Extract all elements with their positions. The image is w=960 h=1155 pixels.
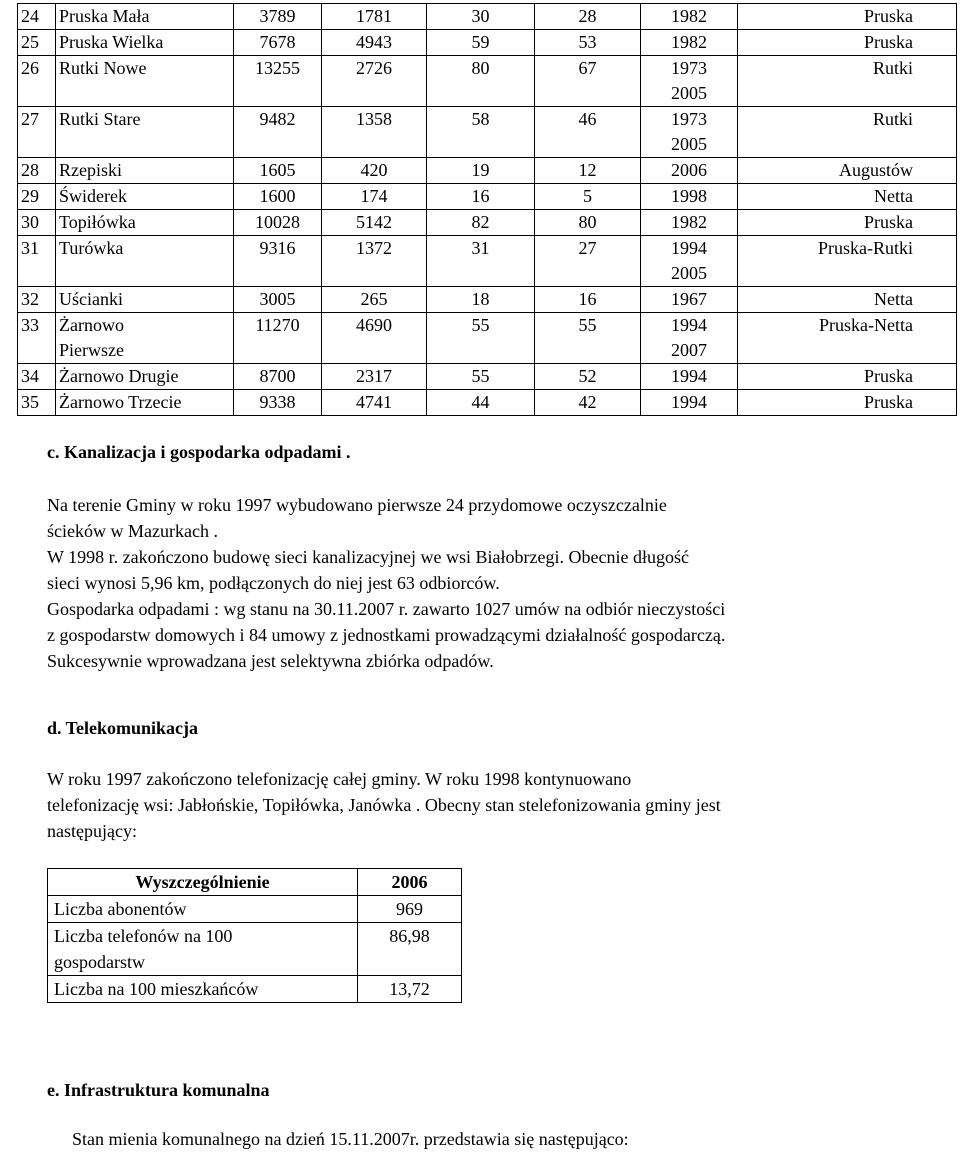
row-number: 34 [18,364,56,390]
institution-cell: Rutki [738,56,957,107]
village-name-line: Rzepiski [59,160,122,180]
institution-cell: Pruska [738,30,957,56]
telecom-label-line: Liczba na 100 mieszkańców [54,979,259,999]
table-row [18,56,957,107]
section-c-line: W 1998 r. zakończono budowę sieci kanalizacyjnej we wsi Białobrzegi. Obecnie długość [47,547,689,567]
year-line: 1973 [671,58,707,78]
village-name-line: Topiłówka [59,212,136,232]
section-c-line: Gospodarka odpadami : wg stanu na 30.11.2007 r. zawarto 1027 umów na odbiór nieczystości [47,599,726,619]
value-cell: 420 [322,158,427,184]
value-cell: 80 [535,210,641,236]
section-c-line: ścieków w Mazurkach . [47,521,218,541]
value-cell: 16 [427,184,535,210]
telecom-row-value: 969 [358,896,462,923]
village-name-line: Pierwsze [59,340,124,360]
row-number: 31 [18,236,56,287]
year-line: 1994 [671,366,707,386]
village-name [56,313,234,364]
village-name [56,30,234,56]
telecom-row-value: 13,72 [358,976,462,1003]
section-d-line: W roku 1997 zakończono telefonizację całej gminy. W roku 1998 kontynuowano [47,769,632,789]
year-line: 2005 [671,263,707,283]
table-row [48,923,462,976]
table-row [18,158,957,184]
year-line: 1982 [671,6,707,26]
telecom-label-line: gospodarstw [54,952,145,972]
value-cell: 265 [322,287,427,313]
telecom-table-body [48,896,462,1003]
year-cell [641,56,738,107]
village-name-line: Pruska Mała [59,6,150,26]
telecom-header-year: 2006 [358,869,462,896]
row-number: 29 [18,184,56,210]
institution-cell: Pruska-Rutki [738,236,957,287]
table-row [18,313,957,364]
value-cell: 30 [427,4,535,30]
table-row [18,4,957,30]
value-cell: 1358 [322,107,427,158]
institution-cell: Rutki [738,107,957,158]
year-line: 1994 [671,238,707,258]
row-number: 24 [18,4,56,30]
section-c-line: Na terenie Gminy w roku 1997 wybudowano pierwsze 24 przydomowe oczyszczalnie [47,495,667,515]
village-name-line: Świderek [59,186,127,206]
row-number: 32 [18,287,56,313]
table-row [18,210,957,236]
value-cell: 4741 [322,390,427,416]
year-line: 1994 [671,315,707,335]
value-cell: 2317 [322,364,427,390]
value-cell: 11270 [234,313,322,364]
value-cell: 80 [427,56,535,107]
row-number: 35 [18,390,56,416]
village-name-line: Uścianki [59,289,123,309]
village-name-line: Rutki Nowe [59,58,147,78]
village-name [56,158,234,184]
table-row [18,236,957,287]
section-c-line: sieci wynosi 5,96 km, podłączonych do niej jest 63 odbiorców. [47,573,500,593]
value-cell: 18 [427,287,535,313]
row-number: 27 [18,107,56,158]
year-cell [641,30,738,56]
table-row [48,896,462,923]
row-number: 26 [18,56,56,107]
year-line: 2005 [671,83,707,103]
village-name [56,364,234,390]
telecom-row-label [48,976,358,1003]
value-cell: 53 [535,30,641,56]
year-line: 2005 [671,134,707,154]
value-cell: 59 [427,30,535,56]
village-name [56,56,234,107]
institution-cell: Pruska [738,390,957,416]
value-cell: 4690 [322,313,427,364]
value-cell: 82 [427,210,535,236]
row-number: 30 [18,210,56,236]
village-name [56,236,234,287]
year-line: 1982 [671,32,707,52]
village-name [56,287,234,313]
value-cell: 55 [535,313,641,364]
value-cell: 5 [535,184,641,210]
year-cell [641,390,738,416]
value-cell: 3005 [234,287,322,313]
value-cell: 1372 [322,236,427,287]
value-cell: 9482 [234,107,322,158]
value-cell: 46 [535,107,641,158]
institution-cell: Pruska [738,4,957,30]
year-cell [641,107,738,158]
year-line: 1994 [671,392,707,412]
telecom-row-label [48,923,358,976]
value-cell: 10028 [234,210,322,236]
value-cell: 174 [322,184,427,210]
value-cell: 28 [535,4,641,30]
year-cell [641,236,738,287]
section-d-line: następujący: [47,821,137,841]
table-row [18,287,957,313]
table-row [18,390,957,416]
value-cell: 55 [427,313,535,364]
village-name [56,107,234,158]
table-row [18,364,957,390]
institution-cell: Augustów [738,158,957,184]
value-cell: 4943 [322,30,427,56]
village-name [56,210,234,236]
value-cell: 7678 [234,30,322,56]
value-cell: 44 [427,390,535,416]
institution-cell: Pruska-Netta [738,313,957,364]
year-cell [641,313,738,364]
villages-table-body [18,4,957,416]
value-cell: 1781 [322,4,427,30]
year-line: 1982 [671,212,707,232]
row-number: 28 [18,158,56,184]
year-line: 2006 [671,160,707,180]
value-cell: 9316 [234,236,322,287]
village-name-line: Żarnowo Trzecie [59,392,182,412]
row-number: 33 [18,313,56,364]
section-e-line: Stan mienia komunalnego na dzień 15.11.2007r. przedstawia się następująco: [72,1129,629,1149]
telecom-table [47,868,462,1003]
village-name-line: Pruska Wielka [59,32,164,52]
table-row [18,30,957,56]
value-cell: 58 [427,107,535,158]
value-cell: 52 [535,364,641,390]
year-cell [641,184,738,210]
table-row [48,976,462,1003]
value-cell: 19 [427,158,535,184]
village-name-line: Turówka [59,238,124,258]
value-cell: 9338 [234,390,322,416]
year-cell [641,4,738,30]
villages-table [17,3,957,416]
year-cell [641,158,738,184]
institution-cell: Pruska [738,364,957,390]
section-c-line: Sukcesywnie wprowadzana jest selektywna zbiórka odpadów. [47,651,494,671]
value-cell: 3789 [234,4,322,30]
value-cell: 31 [427,236,535,287]
section-c-line: z gospodarstw domowych i 84 umowy z jednostkami prowadzącymi działalność gospodarczą. [47,625,726,645]
value-cell: 1605 [234,158,322,184]
table-row [18,184,957,210]
telecom-label-line: Liczba abonentów [54,899,187,919]
telecom-row-value: 86,98 [358,923,462,976]
value-cell: 2726 [322,56,427,107]
value-cell: 12 [535,158,641,184]
table-row [18,107,957,158]
village-name [56,390,234,416]
section-d-line: telefonizację wsi: Jabłońskie, Topiłówka, Janówka . Obecny stan stelefonizowania gminy jest [47,795,721,815]
village-name-line: Rutki Stare [59,109,141,129]
year-cell [641,364,738,390]
village-name-line: Żarnowo [59,315,124,335]
value-cell: 27 [535,236,641,287]
value-cell: 13255 [234,56,322,107]
section-d-heading: d. Telekomunikacja [47,718,199,738]
year-line: 2007 [671,340,707,360]
value-cell: 5142 [322,210,427,236]
telecom-label-line: Liczba telefonów na 100 [54,926,233,946]
institution-cell: Netta [738,184,957,210]
year-cell [641,210,738,236]
row-number: 25 [18,30,56,56]
telecom-table-header [48,869,462,896]
value-cell: 67 [535,56,641,107]
value-cell: 8700 [234,364,322,390]
telecom-header-label: Wyszczególnienie [48,869,358,896]
institution-cell: Netta [738,287,957,313]
village-name [56,184,234,210]
year-line: 1967 [671,289,707,309]
institution-cell: Pruska [738,210,957,236]
value-cell: 1600 [234,184,322,210]
value-cell: 42 [535,390,641,416]
value-cell: 55 [427,364,535,390]
village-name [56,4,234,30]
village-name-line: Żarnowo Drugie [59,366,179,386]
section-c-heading: c. Kanalizacja i gospodarka odpadami . [47,442,351,462]
year-line: 1973 [671,109,707,129]
year-line: 1998 [671,186,707,206]
value-cell: 16 [535,287,641,313]
year-cell [641,287,738,313]
telecom-row-label [48,896,358,923]
section-e-heading: e. Infrastruktura komunalna [47,1080,270,1100]
